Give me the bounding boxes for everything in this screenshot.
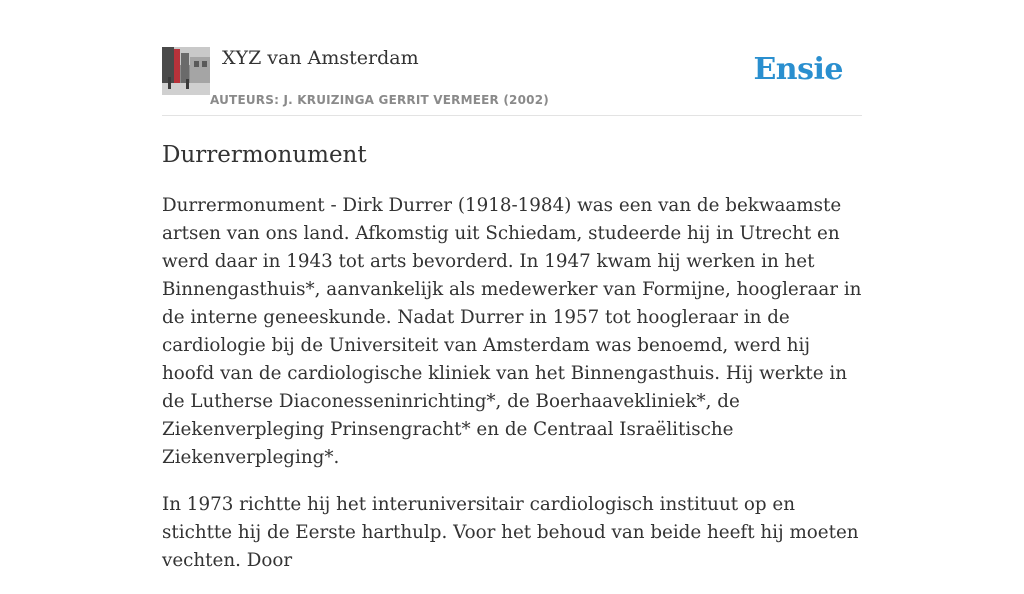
book-title[interactable]: XYZ van Amsterdam — [222, 47, 419, 69]
ensie-logo[interactable]: Ensie — [753, 52, 843, 87]
article-paragraph: In 1973 richtte hij het interuniversitair cardiologisch instituut op en stichtte hij de Eerste harthulp. Voor het behoud van beide heeft hij moeten vechten. Door — [162, 494, 859, 571]
article-title: Durrermonument — [162, 142, 367, 168]
street-photo-icon — [162, 47, 210, 95]
article-body — [162, 192, 864, 594]
article-paragraph: Durrermonument - Dirk Durrer (1918-1984) was een van de bekwaamste artsen van ons land. Afkomstig uit Schiedam, studeerde hij in Utrecht en werd daar in 1943 tot arts bevorderd. In 1947 kwam hij werken in het Binnengasthuis*, aanvankelijk als medewerker van Formijne, hoogleraar in de interne geneeskunde. Nadat Durrer in 1957 tot hoogleraar in de cardiologie bij de Universiteit van Amsterdam was benoemd, werd hij hoofd van de cardiologische kliniek van het Binnengasthuis. Hij werkte in de Lutherse Diaconesseninrichting*, de Boerhaavekliniek*, de Ziekenverpleging Prinsengracht* en de Centraal Israëlitische Ziekenverpleging*. — [162, 195, 862, 468]
book-cover-avatar[interactable] — [162, 47, 210, 95]
book-header — [162, 46, 862, 116]
book-authors: AUTEURS: J. KRUIZINGA GERRIT VERMEER (2002) — [210, 93, 549, 107]
